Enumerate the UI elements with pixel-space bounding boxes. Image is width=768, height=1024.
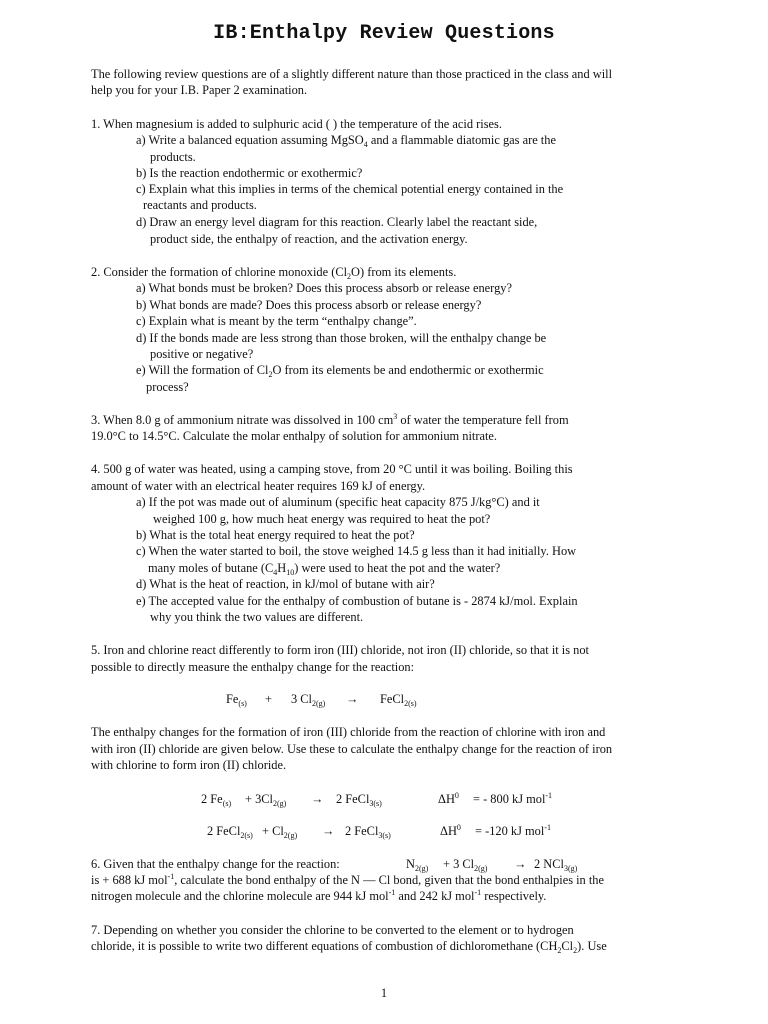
q1-part-d-cont: product side, the enthalpy of reaction, and the activation energy. [150,232,468,246]
page-number: 1 [380,986,388,1000]
reaction-1-arrow: → [311,792,324,806]
q5-equation-arrow: → [346,692,359,706]
q2-part-a: a) What bonds must be broken? Does this process absorb or release energy? [136,281,512,295]
q1-stem: 1. When magnesium is added to sulphuric acid ( ) the temperature of the acid rises. [91,117,502,131]
q7-line-2: chloride, it is possible to write two different equations of combustion of dichloromethane $(CH_2Cl_2)$. Use [91,939,607,955]
q4-part-c-cont: many moles of butane $(C_4H_{10})$ were used to heat the pot and the water? [148,561,501,577]
q1-part-d: d) Draw an energy level diagram for this reaction. Clearly label the reactant side, [136,215,538,229]
q2-part-e: e) Will the formation of $Cl_2O$ from its elements be and endothermic or exothermic [136,363,544,379]
q6-equation-product: 2 NCl$_{3(g)}$ [534,857,578,873]
q2-part-b: b) What bonds are made? Does this process absorb or release energy? [136,298,482,312]
q6-equation-arrow: → [514,857,527,871]
intro-line-2: help you for your I.B. Paper 2 examination. [91,83,308,97]
q5-equation-plus: + [265,692,272,706]
reaction-2-reactant-b: + $Cl_{2(g)}$ [262,824,298,840]
q2-part-e-cont: process? [146,380,189,394]
q4-line-1: 4. 500 g of water was heated, using a camping stove, from 20 °C until it was boiling. Boiling this [91,462,573,476]
q6-line-3: nitrogen molecule and the chlorine molecule are 944 kJ mol$^{-1}$ and 242 kJ mol$^{-1}$ respectively. [91,888,547,903]
q4-part-d: d) What is the heat of reaction, in kJ/mol of butane with air? [136,577,435,591]
q7-line-1: 7. Depending on whether you consider the chlorine to be converted to the element or to hydrogen [91,923,574,937]
q5-equation-reactant-fe: $Fe_{(s)}$ [226,692,247,708]
q4-part-e: e) The accepted value for the enthalpy of combustion of butane is - 2874 kJ/mol. Explain [136,594,578,608]
q5-line-2: possible to directly measure the enthalpy change for the reaction: [91,660,415,674]
q5-para-line-2: with iron (II) chloride are given below. Use these to calculate the enthalpy change for the reaction of iron [91,742,613,756]
reaction-2-product: 2 FeCl$_{3(s)}$ [345,824,391,840]
reaction-1-product: 2 FeCl$_{3(s)}$ [336,792,382,808]
reaction-1-reactant-b: + $3Cl_{2(g)}$ [245,792,287,808]
q5-line-1: 5. Iron and chlorine react differently to form iron (III) chloride, not iron (II) chloride, so that it is not [91,643,589,657]
q6-equation-cl2: + 3 $Cl_{2(g)}$ [443,857,488,873]
q3-line-1: 3. When 8.0 g of ammonium nitrate was dissolved in 100 $cm^3$ of water the temperature fell from [91,412,569,427]
q3-line-2: 19.0°C to 14.5°C. Calculate the molar enthalpy of solution for ammonium nitrate. [91,429,497,443]
q1-part-c-cont: reactants and products. [143,198,257,212]
page-title: IB:Enthalpy Review Questions [213,22,555,45]
reaction-2-value: = -120 kJ mol$^{-1}$ [475,823,551,838]
q2-part-d: d) If the bonds made are less strong than those broken, will the enthalpy change be [136,331,547,345]
q6-line-2: is + 688 kJ mol$^{-1}$, calculate the bond enthalpy of the N — Cl bond, given that the bond enthalpies in the [91,872,604,887]
q1-part-c: c) Explain what this implies in terms of the chemical potential energy contained in the [136,182,564,196]
q2-part-d-cont: positive or negative? [150,347,254,361]
q2-part-c: c) Explain what is meant by the term “enthalpy change”. [136,314,417,328]
reaction-2-delta-h: $\Delta H^0$ [440,823,461,838]
q4-line-2: amount of water with an electrical heater requires 169 kJ of energy. [91,479,426,493]
reaction-2-reactant-a: 2 FeCl$_{2(s)}$ [207,824,253,840]
reaction-1-value: = - 800 kJ mol$^{-1}$ [473,791,553,806]
q6-line-1: 6. Given that the enthalpy change for the reaction: [91,857,340,871]
q4-part-c: c) When the water started to boil, the stove weighed 14.5 g less than it had initially. How [136,544,577,558]
q5-para-line-1: The enthalpy changes for the formation of iron (III) chloride from the reaction of chlorine with iron and [91,725,606,739]
q4-part-a: a) If the pot was made out of aluminum (specific heat capacity 875 J/kg°C) and it [136,495,540,509]
q5-para-line-3: with chlorine to form iron (II) chloride. [91,758,287,772]
q2-stem: 2. Consider the formation of chlorine monoxide $(Cl_2O)$ from its elements. [91,265,457,281]
q5-equation-product: FeCl$_{2(s)}$ [380,692,417,708]
intro-line-1: The following review questions are of a slightly different nature than those practiced in the class and will [91,67,613,81]
reaction-1-reactant-a: 2 $Fe_{(s)}$ [201,792,232,808]
q1-part-a-cont: products. [150,150,196,164]
q6-equation-n2: $N_{2(g)}$ [406,857,429,873]
reaction-1-delta-h: $\Delta H^0$ [438,791,459,806]
reaction-2-arrow: → [322,824,335,838]
q1-part-b: b) Is the reaction endothermic or exothermic? [136,166,363,180]
q4-part-e-cont: why you think the two values are different. [150,610,364,624]
q1-part-a: a) Write a balanced equation assuming MgSO$_4$ and a flammable diatomic gas are the [136,133,556,149]
q5-equation-reactant-cl: 3 $Cl_{2(g)}$ [291,692,326,708]
q4-part-a-cont: weighed 100 g, how much heat energy was required to heat the pot? [153,512,491,526]
q4-part-b: b) What is the total heat energy required to heat the pot? [136,528,415,542]
